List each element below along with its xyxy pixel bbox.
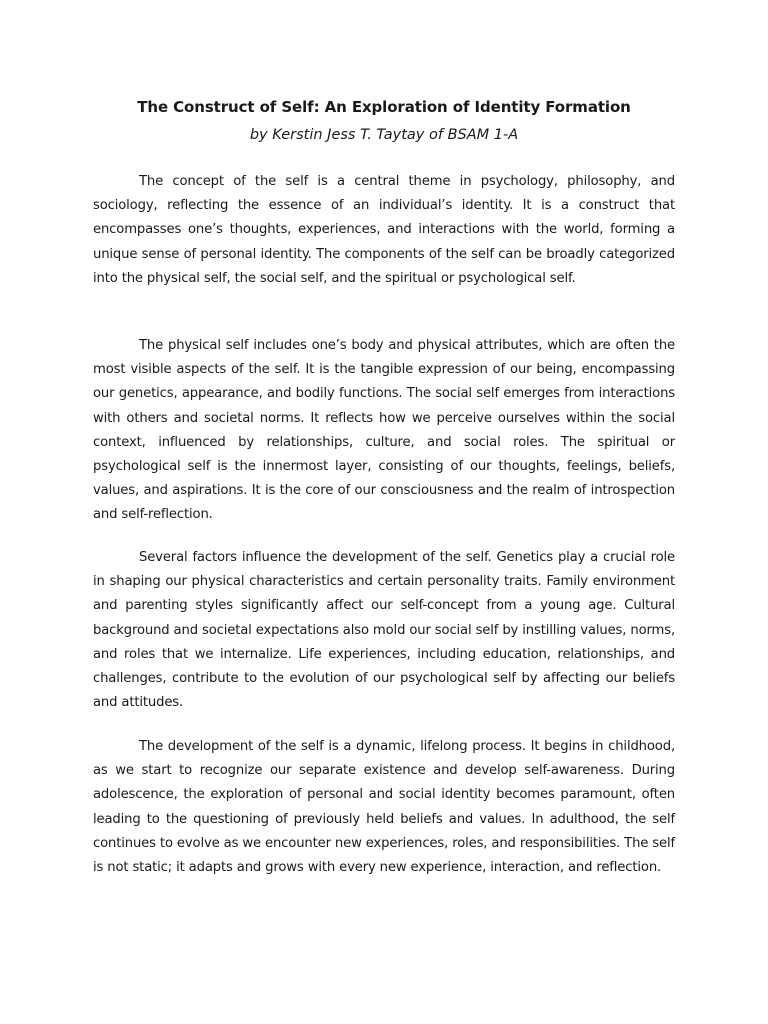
paragraph-1: The concept of the self is a central theme in psychology, philosophy, and sociology, reflecting the essence of an individual’s identity. It is a construct that encompasses one’s thoughts, experiences, and interactions with the world, forming a unique sense of personal identity. The components of the self can be broadly categorized into the physical self, the social self, and the spiritual or psychological self. <box>93 174 675 286</box>
document-title: The Construct of Self: An Exploration of Identity Formation <box>137 98 631 116</box>
paragraph-3: Several factors influence the development of the self. Genetics play a crucial role in shaping our physical characteristics and certain personality traits. Family environment and parenting styles significantly affect our self-concept from a young age. Cultural background and societal expectations also mold our social self by instilling values, norms, and roles that we internalize. Life experiences, including education, relationships, and challenges, contribute to the evolution of our psychological self by affecting our beliefs and attitudes. <box>93 550 675 711</box>
document-byline: by Kerstin Jess T. Taytay of BSAM 1-A <box>249 127 519 143</box>
paragraph-2: The physical self includes one’s body and physical attributes, which are often the most visible aspects of the self. It is the tangible expression of our being, encompassing our genetics, appearance, and bodily functions. The social self emerges from interactions with others and societal norms. It reflects how we perceive ourselves within the social context, influenced by relationships, culture, and social roles. The spiritual or psychological self is the innermost layer, consisting of our thoughts, feelings, beliefs, values, and aspirations. It is the core of our consciousness and the realm of introspection and self-reflection. <box>93 338 675 523</box>
paragraph-4: The development of the self is a dynamic, lifelong process. It begins in childhood, as we start to recognize our separate existence and develop self-awareness. During adolescence, the exploration of personal and social identity becomes paramount, often leading to the questioning of previously held beliefs and values. In adulthood, the self continues to evolve as we encounter new experiences, roles, and responsibilities. The self is not static; it adapts and grows with every new experience, interaction, and reflection. <box>93 739 675 876</box>
